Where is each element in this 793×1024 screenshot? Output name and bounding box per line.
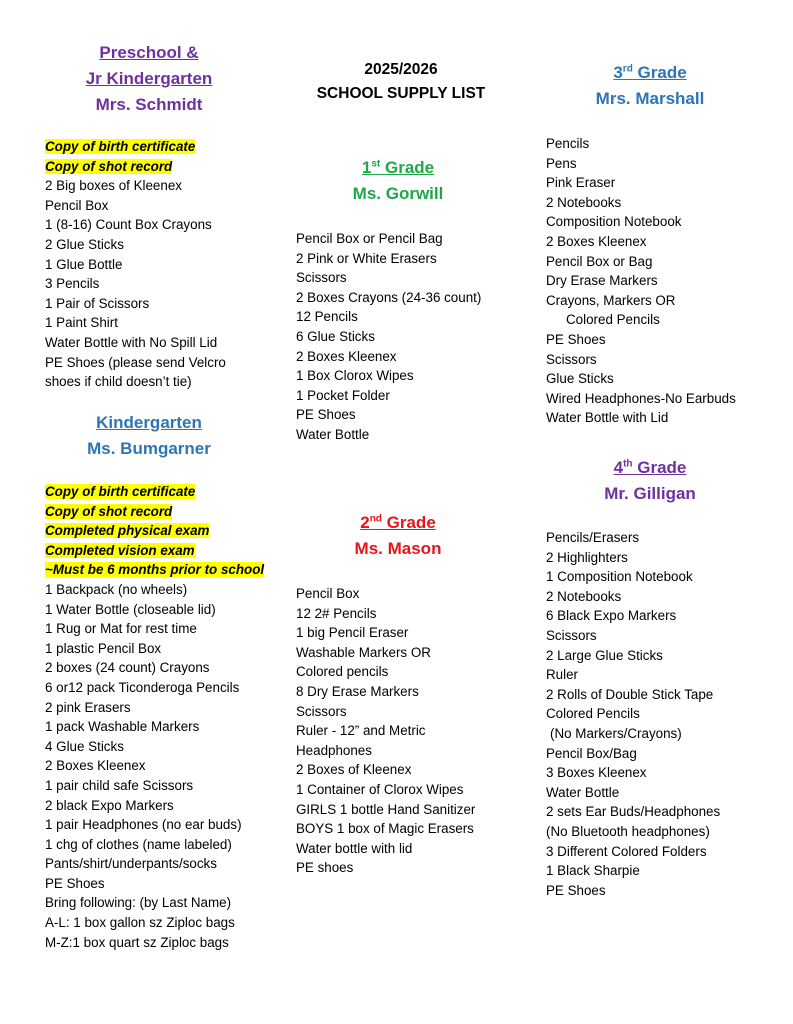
list-item [45, 854, 264, 874]
fourth-grade-heading [545, 455, 755, 507]
list-item-text: 4 Glue Sticks [45, 738, 124, 754]
list-item [45, 541, 264, 561]
list-item [296, 858, 475, 878]
list-item [296, 386, 481, 406]
list-item [45, 737, 264, 757]
list-item-text: M-Z:1 box quart sz Ziploc bags [45, 934, 229, 950]
list-item-text: Ruler [546, 667, 578, 683]
list-item [296, 819, 475, 839]
list-item [546, 783, 720, 803]
list-item-text: 1 chg of clothes (name labeled) [45, 836, 232, 852]
list-item [546, 881, 720, 901]
list-item [45, 560, 264, 580]
list-item [45, 756, 264, 776]
third-grade-word: Grade [637, 63, 687, 82]
list-item [546, 646, 720, 666]
list-item [45, 717, 264, 737]
list-item-text: 2 Boxes Kleenex [45, 758, 146, 774]
list-item-text: Pink Eraser [546, 175, 616, 191]
list-item-text: 1 Water Bottle (closeable lid) [45, 601, 216, 617]
list-item-text: Scissors [546, 351, 597, 367]
list-item [296, 268, 481, 288]
list-item [546, 685, 720, 705]
third-grade-list [546, 134, 736, 428]
list-item [546, 587, 720, 607]
list-item-text: 2 Notebooks [546, 588, 622, 604]
list-item [45, 639, 264, 659]
list-item [546, 704, 720, 724]
list-item-text: Colored Pencils [546, 706, 640, 722]
list-item [546, 291, 736, 311]
list-item [45, 698, 264, 718]
list-item [546, 802, 720, 822]
list-item-text: 1 Rug or Mat for rest time [45, 621, 197, 637]
list-item [45, 815, 264, 835]
list-item [296, 780, 475, 800]
list-item [546, 763, 720, 783]
list-item-text: 2 pink Erasers [45, 699, 131, 715]
kindergarten-heading-text: Kindergarten [96, 413, 202, 432]
list-item [45, 215, 226, 235]
list-item-text: Pants/shirt/underpants/socks [45, 856, 217, 872]
list-item [45, 521, 264, 541]
list-item [45, 372, 226, 392]
list-item-text: 3 Boxes Kleenex [546, 765, 647, 781]
list-item-text: 6 Glue Sticks [296, 328, 375, 344]
third-grade-heading [545, 60, 755, 112]
list-item-text: 1 pair Headphones (no ear buds) [45, 817, 242, 833]
list-item [45, 274, 226, 294]
kindergarten-teacher: Ms. Bumgarner [87, 439, 211, 458]
list-item [296, 702, 475, 722]
list-item-text: Colored Pencils [566, 312, 660, 328]
list-item-text: 1 pair child safe Scissors [45, 777, 194, 793]
first-grade-num: 1 [361, 158, 372, 177]
list-item-text: 12 Pencils [296, 309, 358, 325]
first-grade-list [296, 229, 481, 445]
second-grade-word: Grade [386, 513, 436, 532]
list-item-text: A-L: 1 box gallon sz Ziploc bags [45, 915, 235, 931]
list-item-text: PE Shoes [546, 331, 606, 347]
list-item [546, 212, 736, 232]
list-item-text: Crayons, Markers OR [546, 292, 676, 308]
list-item [546, 626, 720, 646]
list-item [296, 662, 475, 682]
fourth-grade-teacher: Mr. Gilligan [604, 484, 696, 503]
fourth-grade-list [546, 528, 720, 900]
list-item [296, 425, 481, 445]
list-item [296, 741, 475, 761]
list-item-text: PE Shoes [296, 407, 356, 423]
list-item [45, 933, 264, 953]
list-item [546, 173, 736, 193]
list-item [546, 528, 720, 548]
list-item [546, 724, 720, 744]
list-item [546, 861, 720, 881]
list-item-text: Water Bottle [546, 784, 620, 800]
list-item [296, 347, 481, 367]
list-item [546, 271, 736, 291]
list-item-text: 1 Backpack (no wheels) [45, 581, 188, 597]
list-item [296, 249, 481, 269]
list-item [296, 288, 481, 308]
list-item-text: Copy of birth certificate [45, 484, 196, 499]
list-item [45, 600, 264, 620]
list-item-text: Completed physical exam [45, 523, 210, 539]
list-item [546, 310, 736, 330]
list-item-text: shoes if child doesn’t tie) [45, 374, 192, 390]
list-item-text: 1 Pocket Folder [296, 387, 390, 403]
list-item-text: 2 Rolls of Double Stick Tape [546, 686, 714, 702]
list-item [546, 369, 736, 389]
list-item-text: Bring following: (by Last Name) [45, 895, 232, 911]
list-item [296, 366, 481, 386]
list-item-text: Pencil Box or Bag [546, 253, 653, 269]
list-item [45, 874, 264, 894]
list-item [45, 658, 264, 678]
list-item-text: Pencils/Erasers [546, 530, 640, 545]
first-grade-heading [293, 155, 503, 207]
list-item-text: Colored pencils [296, 664, 389, 680]
list-item-text: 1 pack Washable Markers [45, 719, 200, 735]
first-grade-teacher: Ms. Gorwill [352, 184, 444, 203]
list-item [546, 154, 736, 174]
list-item-text: 1 Composition Notebook [546, 569, 693, 585]
list-item-text: Water Bottle with Lid [546, 410, 669, 426]
second-grade-teacher: Ms. Mason [354, 539, 442, 558]
list-item [45, 580, 264, 600]
list-item-text: 2 black Expo Markers [45, 797, 174, 813]
list-item [45, 176, 226, 196]
list-item-text: Pencil Box/Bag [546, 745, 637, 761]
list-item-text: 2 Boxes Kleenex [546, 233, 647, 249]
list-item-text: Copy of shot record [45, 158, 173, 174]
list-item [296, 800, 475, 820]
list-item-text: 2 Glue Sticks [45, 236, 124, 252]
list-item-text: ~Must be 6 months prior to school [45, 562, 265, 578]
list-item [296, 604, 475, 624]
second-grade-num: 2 [360, 513, 370, 532]
list-item [45, 796, 264, 816]
list-item-text: Scissors [296, 270, 347, 286]
list-item [296, 721, 475, 741]
list-item [45, 235, 226, 255]
list-item [546, 665, 720, 685]
list-item [45, 353, 226, 373]
list-item-text: Copy of birth certificate [45, 139, 196, 154]
list-item [546, 350, 736, 370]
list-item-text: Scissors [546, 627, 597, 643]
list-item-text: 8 Dry Erase Markers [296, 683, 419, 699]
fourth-grade-sup: th [623, 458, 633, 470]
kindergarten-heading [44, 410, 254, 462]
list-item-text: Composition Notebook [546, 214, 682, 230]
list-item-text: PE shoes [296, 860, 354, 876]
list-item-text: Dry Erase Markers [546, 273, 658, 289]
third-grade-sup: rd [622, 63, 633, 75]
list-item [45, 294, 226, 314]
list-item-text: BOYS 1 box of Magic Erasers [296, 821, 474, 837]
list-item-text: Headphones [296, 742, 372, 758]
list-item-text: 1 Pair of Scissors [45, 295, 150, 311]
list-item [296, 623, 475, 643]
list-item-text: 2 Boxes Crayons (24-36 count) [296, 289, 482, 305]
list-item [45, 502, 264, 522]
list-item-text: 2 Large Glue Sticks [546, 647, 663, 663]
page-title [296, 58, 506, 106]
list-item-text: PE Shoes [546, 882, 606, 898]
list-item-text: 2 Boxes Kleenex [296, 348, 397, 364]
list-item-text: (No Markers/Crayons) [550, 725, 682, 741]
list-item-text: 2 Notebooks [546, 194, 622, 210]
list-item [45, 157, 226, 177]
list-item [546, 842, 720, 862]
list-item-text: Pens [546, 155, 577, 171]
list-item-text: 1 Container of Clorox Wipes [296, 781, 464, 797]
kindergarten-list [45, 482, 264, 952]
list-item-text: 1 Paint Shirt [45, 315, 118, 331]
list-item [546, 330, 736, 350]
list-item-text: 2 Highlighters [546, 549, 628, 565]
list-item-text: Pencil Box or Pencil Bag [296, 231, 443, 246]
fourth-grade-word: Grade [637, 458, 687, 477]
second-grade-list [296, 584, 475, 878]
list-item [296, 643, 475, 663]
list-item [45, 196, 226, 216]
list-item [546, 606, 720, 626]
third-grade-num: 3 [613, 63, 623, 82]
list-item [45, 913, 264, 933]
list-item [546, 232, 736, 252]
list-item [546, 193, 736, 213]
preschool-heading-line2: Jr Kindergarten [85, 69, 213, 88]
list-item-text: 2 Boxes of Kleenex [296, 762, 412, 778]
list-item [45, 333, 226, 353]
list-item-text: 1 big Pencil Eraser [296, 625, 409, 641]
list-item-text: Ruler - 12” and Metric [296, 723, 426, 739]
third-grade-teacher: Mrs. Marshall [595, 89, 705, 108]
list-item [45, 835, 264, 855]
list-item-text: 2 Pink or White Erasers [296, 250, 437, 266]
preschool-heading-line1: Preschool & [99, 43, 199, 62]
list-item-text: 6 or12 pack Ticonderoga Pencils [45, 679, 240, 695]
list-item [45, 678, 264, 698]
list-item [296, 682, 475, 702]
list-item-text: Completed vision exam [45, 542, 195, 558]
list-item [546, 567, 720, 587]
list-item-text: (No Bluetooth headphones) [546, 823, 710, 839]
list-item [546, 252, 736, 272]
list-item-text: Pencil Box [45, 197, 109, 213]
list-item-text: Wired Headphones-No Earbuds [546, 390, 736, 406]
preschool-teacher: Mrs. Schmidt [95, 95, 203, 114]
list-item-text: 3 Pencils [45, 276, 100, 292]
list-item-text: Scissors [296, 703, 347, 719]
list-item-text: Pencils [546, 136, 590, 151]
list-item-text: 2 sets Ear Buds/Headphones [546, 804, 721, 820]
list-item [296, 839, 475, 859]
list-item-text: Water Bottle with No Spill Lid [45, 334, 218, 350]
list-item-text: 2 boxes (24 count) Crayons [45, 660, 210, 676]
list-item-text: Copy of shot record [45, 503, 173, 519]
list-item [546, 134, 736, 154]
list-item [546, 389, 736, 409]
list-item-text: PE Shoes (please send Velcro [45, 354, 226, 370]
list-item [45, 137, 226, 157]
list-item [546, 408, 736, 428]
list-item-text: 1 Black Sharpie [546, 863, 640, 879]
list-item-text: Water Bottle [296, 426, 370, 442]
list-item-text: 1 Box Clorox Wipes [296, 368, 414, 384]
list-item-text: GIRLS 1 bottle Hand Sanitizer [296, 801, 476, 817]
list-item [296, 229, 481, 249]
list-item [296, 760, 475, 780]
list-item-text: 1 Glue Bottle [45, 256, 123, 272]
first-grade-sup: st [371, 158, 381, 170]
list-item-text: PE Shoes [45, 875, 105, 891]
list-item [296, 327, 481, 347]
list-item-text: 6 Black Expo Markers [546, 608, 677, 624]
second-grade-sup: nd [369, 513, 382, 525]
list-item-text: 1 (8-16) Count Box Crayons [45, 217, 212, 233]
list-item [45, 776, 264, 796]
list-item-text: 3 Different Colored Folders [546, 843, 707, 859]
second-grade-heading [293, 510, 503, 562]
list-item [296, 405, 481, 425]
list-item-text: 12 2# Pencils [296, 605, 377, 621]
title-year: 2025/2026 [364, 61, 438, 78]
list-item [296, 584, 475, 604]
list-item-text: 1 plastic Pencil Box [45, 640, 162, 656]
list-item [45, 893, 264, 913]
fourth-grade-num: 4 [613, 458, 624, 477]
preschool-list [45, 137, 226, 392]
list-item-text: Washable Markers OR [296, 644, 431, 660]
list-item [45, 482, 264, 502]
list-item-text: Pencil Box [296, 586, 360, 601]
list-item [546, 744, 720, 764]
list-item-text: 2 Big boxes of Kleenex [45, 178, 182, 194]
list-item-text: Glue Sticks [546, 371, 614, 387]
list-item [546, 822, 720, 842]
list-item [296, 307, 481, 327]
first-grade-word: Grade [384, 158, 435, 177]
list-item [45, 619, 264, 639]
title-text: SCHOOL SUPPLY LIST [316, 85, 486, 102]
list-item [546, 548, 720, 568]
preschool-heading [44, 40, 254, 118]
list-item [45, 255, 226, 275]
list-item [45, 313, 226, 333]
list-item-text: Water bottle with lid [296, 840, 413, 856]
